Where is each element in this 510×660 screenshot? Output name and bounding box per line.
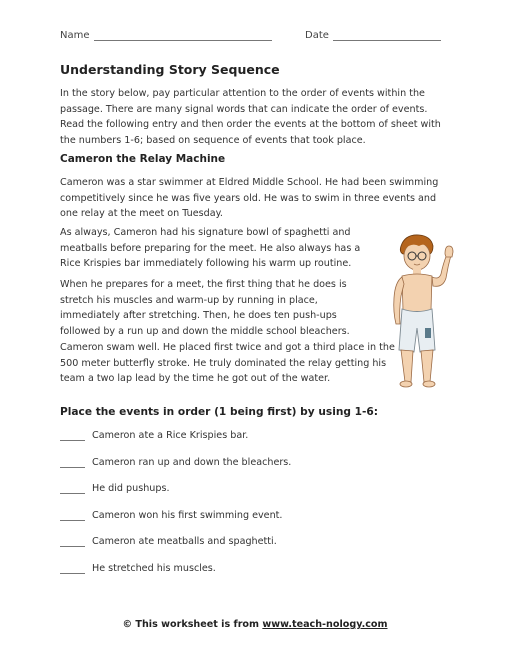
- intro-paragraph: In the story below, pay particular attention to the order of events within the passage. There are many signal words that can indicate the order of events. Read the following entry and then order the events at the bottom of sheet with the numbers 1-6; based on sequence of events that took place.: [60, 88, 441, 146]
- list-item: [60, 563, 420, 590]
- list-item: [60, 536, 420, 563]
- list-item: [60, 457, 420, 484]
- answer-blank[interactable]: [60, 484, 85, 494]
- events-list: [60, 430, 420, 590]
- list-item: [60, 430, 420, 457]
- event-text: Cameron ran up and down the bleachers.: [92, 456, 292, 468]
- name-line[interactable]: [94, 30, 272, 41]
- story-paragraph: When he prepares for a meet, the first thing that he does is stretch his muscles and warm-up by running in place, immediately after stretching. Then, he does ten push-ups followed by a run up and down the middle school bleachers.: [60, 279, 350, 337]
- answer-blank[interactable]: [60, 431, 85, 441]
- list-item: [60, 510, 420, 537]
- ordering-instructions: Place the events in order (1 being first) by using 1-6:: [60, 406, 379, 418]
- date-line[interactable]: [333, 30, 441, 41]
- date-field: [305, 30, 441, 41]
- footer-prefix: © This worksheet is from: [122, 619, 263, 630]
- event-text: Cameron ate meatballs and spaghetti.: [92, 536, 277, 548]
- answer-blank[interactable]: [60, 511, 85, 521]
- answer-blank[interactable]: [60, 537, 85, 547]
- name-field: [60, 30, 272, 41]
- answer-blank[interactable]: [60, 458, 85, 468]
- list-item: [60, 483, 420, 510]
- event-text: He stretched his muscles.: [92, 562, 216, 574]
- swimmer-boy-illustration: [375, 232, 465, 390]
- event-text: He did pushups.: [92, 483, 170, 495]
- story-paragraph: As always, Cameron had his signature bowl of spaghetti and meatballs before preparing for the meet. He also always has a Rice Krispies bar immediately following his warm up routine.: [60, 227, 361, 270]
- event-text: Cameron won his first swimming event.: [92, 509, 283, 521]
- answer-blank[interactable]: [60, 564, 85, 574]
- footer-link[interactable]: www.teach-nology.com: [262, 619, 388, 630]
- footer-credit: [0, 619, 510, 630]
- event-text: Cameron ate a Rice Krispies bar.: [92, 430, 249, 441]
- story-paragraph: Cameron swam well. He placed first twice and got a third place in the 500 meter butterfly stroke. He truly dominated the relay getting his team a two lap lead by the time he got out of the water.: [60, 342, 395, 385]
- name-label: Name: [60, 30, 90, 41]
- date-label: Date: [305, 30, 329, 41]
- worksheet-title: Understanding Story Sequence: [60, 62, 280, 77]
- story-paragraph: Cameron was a star swimmer at Eldred Middle School. He had been swimming competitively since he was five years old. He was to swim in three events and one relay at the meet on Tuesday.: [60, 177, 439, 220]
- story-title: Cameron the Relay Machine: [60, 153, 226, 165]
